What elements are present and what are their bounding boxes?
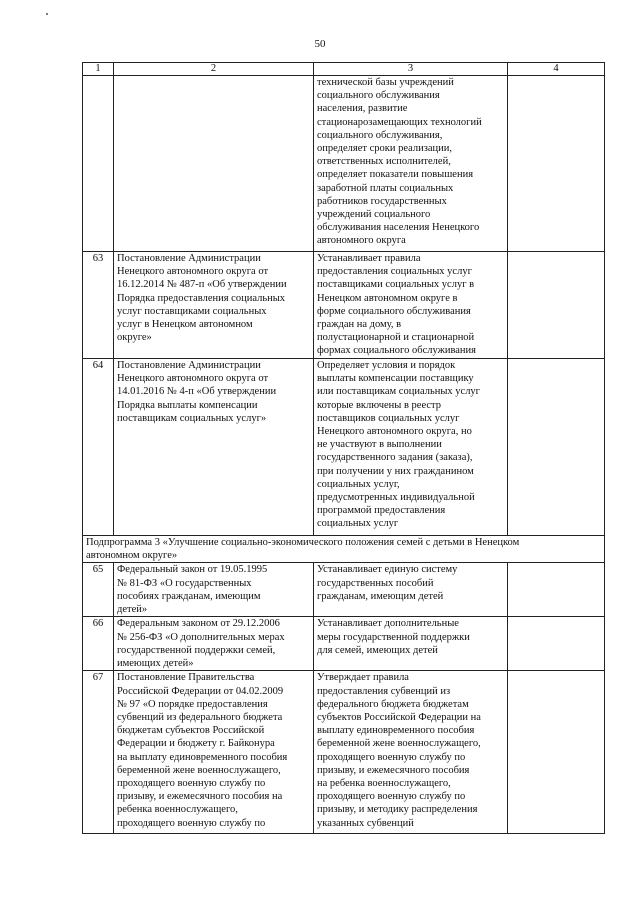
row-document: Федеральный закон от 19.05.1995 № 81-ФЗ «О государственных пособиях гражданам, имеющим детей»	[114, 563, 314, 617]
table-row	[83, 359, 605, 536]
table-row	[83, 76, 605, 252]
row-document	[114, 76, 314, 252]
row-description: Определяет условия и порядок выплаты компенсации поставщику или поставщикам социальных услуг которые включены в реестр поставщиков социальных услуг Ненецкого автономного округа, но не участвуют в выполнении государственного задания (заказа), при получении у них гражданином социальных услуг, предусмотренных индивидуальной программой предоставления социальных услуг	[314, 359, 508, 536]
table-row	[83, 563, 605, 617]
page-number: 50	[314, 38, 326, 50]
row-note	[508, 359, 605, 536]
column-header-3: 3	[314, 63, 508, 76]
row-number: 66	[83, 617, 114, 671]
row-document: Постановление Правительства Российской Федерации от 04.02.2009 № 97 «О порядке предоставления субвенций из федерального бюджета бюджетам субъектов Российской Федерации и бюджету г. Байконура на выплату единовременного пособия беременной жене военнослужащего, проходящего военную службу по призыву, и ежемесячного пособия на ребенка военнослужащего, проходящего военную службу по	[114, 671, 314, 834]
row-note	[508, 252, 605, 359]
column-header-2: 2	[114, 63, 314, 76]
row-description: Утверждает правила предоставления субвенций из федерального бюджета бюджетам субъектов Российской Федерации на выплату единовременного пособия беременной жене военнослужащего, проходящего военную службу по призыву, и ежемесячного пособия на ребенка военнослужащего, проходящего военную службу по призыву, и методику распределения указанных субвенций	[314, 671, 508, 834]
row-note	[508, 617, 605, 671]
row-note	[508, 671, 605, 834]
column-header-4: 4	[508, 63, 605, 76]
table-header-row	[83, 63, 605, 76]
column-header-1: 1	[83, 63, 114, 76]
row-document: Постановление Администрации Ненецкого автономного округа от 16.12.2014 № 487-п «Об утверждении Порядка предоставления социальных услуг поставщиками социальных услуг в Ненецком автономном округе»	[114, 252, 314, 359]
row-description: Устанавливает дополнительные меры государственной поддержки для семей, имеющих детей	[314, 617, 508, 671]
row-description: Устанавливает правила предоставления социальных услуг поставщиками социальных услуг в Ненецком автономном округе в форме социального обслуживания граждан на дому, в полустационарной и стационарной формах социального обслуживания	[314, 252, 508, 359]
row-description: Устанавливает единую систему государственных пособий гражданам, имеющим детей	[314, 563, 508, 617]
row-number: 63	[83, 252, 114, 359]
row-document: Федеральным законом от 29.12.2006 № 256-ФЗ «О дополнительных мерах государственной поддержки семей, имеющих детей»	[114, 617, 314, 671]
row-note	[508, 563, 605, 617]
row-description: технической базы учреждений социального обслуживания населения, развитие стационарозамещающих технологий социального обслуживания, определяет сроки реализации, ответственных исполнителей, определяет показатели повышения заработной платы социальных работников государственных учреждений социального обслуживания населения Ненецкого автономного округа	[314, 76, 508, 252]
scan-speck	[46, 13, 48, 15]
table-row	[83, 671, 605, 834]
row-note	[508, 76, 605, 252]
row-number: 64	[83, 359, 114, 536]
row-number: 65	[83, 563, 114, 617]
row-number	[83, 76, 114, 252]
table-row	[83, 617, 605, 671]
table-row	[83, 252, 605, 359]
subprogram-heading: Подпрограмма 3 «Улучшение социально-экономического положения семей с детьми в Ненецком автономном округе»	[83, 536, 605, 563]
subprogram-row	[83, 536, 605, 563]
row-document: Постановление Администрации Ненецкого автономного округа от 14.01.2016 № 4-п «Об утверждении Порядка выплаты компенсации поставщикам социальных услуг»	[114, 359, 314, 536]
legal-acts-table	[82, 62, 605, 834]
row-number: 67	[83, 671, 114, 834]
